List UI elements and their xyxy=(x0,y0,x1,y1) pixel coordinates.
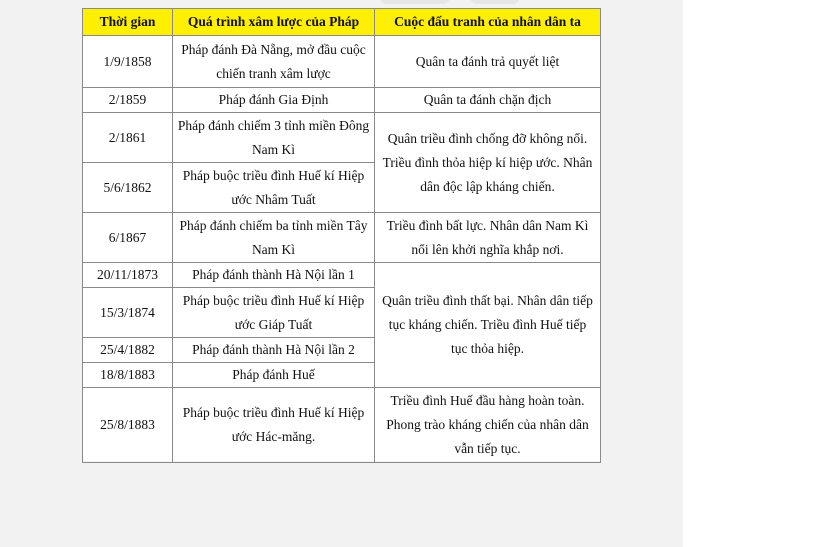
table-row xyxy=(83,88,601,113)
history-table xyxy=(82,8,601,463)
date-cell: 2/1859 xyxy=(83,88,173,113)
resistance-cell: Quân triều đình chống đỡ không nổi. Triều đình thỏa hiệp kí hiệp ước. Nhân dân độc lập kháng chiến. xyxy=(375,113,601,213)
header-time: Thời gian xyxy=(83,9,173,36)
france-event-cell: Pháp buộc triều đình Huế kí Hiệp ước Giáp Tuất xyxy=(173,288,375,338)
france-event-cell: Pháp buộc triều đình Huế kí Hiệp ước Hác-măng. xyxy=(173,388,375,463)
france-event-cell: Pháp đánh thành Hà Nội lần 1 xyxy=(173,263,375,288)
date-cell: 18/8/1883 xyxy=(83,363,173,388)
date-cell: 2/1861 xyxy=(83,113,173,163)
resistance-cell: Triều đình bất lực. Nhân dân Nam Kì nổi lên khởi nghĩa khắp nơi. xyxy=(375,213,601,263)
toolbar-shadow xyxy=(470,0,520,4)
date-cell: 25/4/1882 xyxy=(83,338,173,363)
date-cell: 6/1867 xyxy=(83,213,173,263)
resistance-cell: Quân ta đánh trả quyết liệt xyxy=(375,36,601,88)
date-cell: 5/6/1862 xyxy=(83,163,173,213)
resistance-cell: Triều đình Huế đầu hàng hoàn toàn. Phong trào kháng chiến của nhân dân vẫn tiếp tục. xyxy=(375,388,601,463)
table-row xyxy=(83,388,601,463)
resistance-cell: Quân ta đánh chặn địch xyxy=(375,88,601,113)
france-event-cell: Pháp đánh Huế xyxy=(173,363,375,388)
toolbar-shadow xyxy=(380,0,450,4)
resistance-cell: Quân triều đình thất bại. Nhân dân tiếp tục kháng chiến. Triều đình Huế tiếp tục thỏa hiệp. xyxy=(375,263,601,388)
header-resistance: Cuộc đấu tranh của nhân dân ta xyxy=(375,9,601,36)
france-event-cell: Pháp đánh Gia Định xyxy=(173,88,375,113)
france-event-cell: Pháp đánh Đà Nẵng, mở đầu cuộc chiến tranh xâm lược xyxy=(173,36,375,88)
france-event-cell: Pháp đánh thành Hà Nội lần 2 xyxy=(173,338,375,363)
table-header-row xyxy=(83,9,601,36)
table-row xyxy=(83,213,601,263)
france-event-cell: Pháp buộc triều đình Huế kí Hiệp ước Nhâm Tuất xyxy=(173,163,375,213)
header-french-invasion: Quá trình xâm lược của Pháp xyxy=(173,9,375,36)
france-event-cell: Pháp đánh chiếm ba tỉnh miền Tây Nam Kì xyxy=(173,213,375,263)
date-cell: 25/8/1883 xyxy=(83,388,173,463)
date-cell: 15/3/1874 xyxy=(83,288,173,338)
date-cell: 20/11/1873 xyxy=(83,263,173,288)
table-row xyxy=(83,113,601,163)
france-event-cell: Pháp đánh chiếm 3 tỉnh miền Đông Nam Kì xyxy=(173,113,375,163)
date-cell: 1/9/1858 xyxy=(83,36,173,88)
document-page xyxy=(82,8,600,461)
table-row xyxy=(83,263,601,288)
table-row xyxy=(83,36,601,88)
